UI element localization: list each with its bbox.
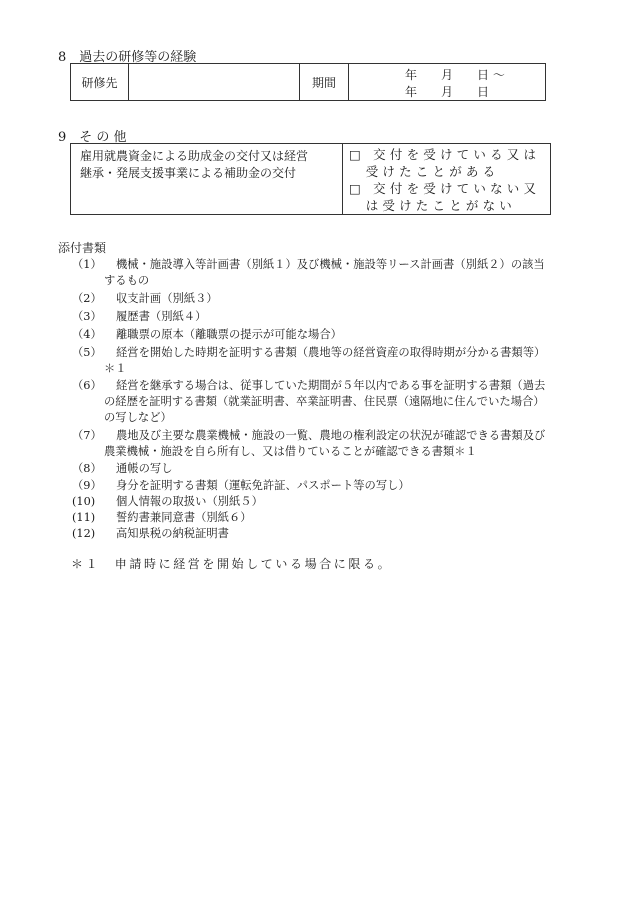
attachment-text: 機械・施設導入等計画書（別紙１）及び機械・施設等リース計画書（別紙２）の該当 — [116, 258, 545, 271]
attachment-text: ＊１ — [104, 362, 127, 375]
attachment-text: 身分を証明する書類（運転免許証、パスポート等の写し） — [116, 479, 410, 492]
period-label: 期間 — [300, 64, 349, 101]
subsidy-question — [71, 144, 343, 215]
training-table — [70, 63, 546, 101]
attachment-number: (12) — [72, 527, 96, 540]
attachment-number: （5） — [72, 346, 102, 359]
subsidy-options — [343, 144, 551, 215]
subsidy-question-line1: 雇用就農資金による助成金の交付又は経営 — [80, 149, 309, 163]
attachment-number: （3） — [72, 310, 102, 323]
attachment-text: 経営を開始した時期を証明する書類（農地等の経営資産の取得時期が分かる書類等） — [116, 346, 546, 359]
attachment-number: （1） — [72, 258, 102, 271]
period-to: 年 月 日 — [405, 85, 490, 99]
attachment-number: （2） — [72, 292, 102, 305]
attachment-text: の経歴を証明する書類（就業証明書、卒業証明書、住民票（遠隔地に住んでいた場合） — [104, 395, 545, 408]
attachment-number: (11) — [72, 511, 96, 524]
option-not-received-checkbox[interactable]: □ 交付を受けていない又 — [349, 181, 541, 196]
training-destination-label: 研修先 — [71, 64, 129, 101]
attachment-number: （4） — [72, 328, 102, 341]
subsidy-question-line2: 継承・発展支援事業による補助金の交付 — [80, 166, 297, 180]
attachment-text: 農地及び主要な農業機械・施設の一覧、農地の権利設定の状況が確認できる書類及び — [116, 429, 546, 442]
attachment-text: 個人情報の取扱い（別紙５） — [116, 495, 263, 508]
attachment-text: するもの — [104, 274, 150, 287]
attachment-text: 離職票の原本（離職票の提示が可能な場合） — [116, 328, 342, 341]
period-field[interactable] — [349, 64, 546, 101]
section9-title: 9 そ の 他 — [58, 130, 127, 145]
attachment-number: （8） — [72, 462, 102, 475]
attachment-text: 農業機械・施設を自ら所有し、又は借りていることが確認できる書類＊１ — [104, 445, 477, 458]
other-table — [70, 143, 551, 215]
attachment-text: 経営を継承する場合は、従事していた期間が５年以内である事を証明する書類（過去 — [116, 379, 546, 392]
attachment-text: 高知県税の納税証明書 — [116, 527, 229, 540]
footnote: ＊１ 申請時に経営を開始している場合に限る。 — [71, 557, 393, 571]
training-destination-field[interactable] — [129, 64, 300, 101]
attachments-title: 添付書類 — [58, 241, 107, 255]
attachment-text: の写しなど） — [104, 411, 172, 424]
attachment-number: （6） — [72, 379, 102, 392]
section8-title: 8 過去の研修等の経験 — [58, 50, 197, 65]
attachment-number: （7） — [72, 429, 102, 442]
period-from: 年 月 日 ～ — [405, 68, 505, 82]
attachment-text: 履歴書（別紙４） — [116, 310, 207, 323]
option-received-checkbox[interactable]: □ 交付を受けている又は — [349, 147, 541, 162]
attachment-number: (10) — [72, 495, 96, 508]
attachment-number: （9） — [72, 479, 102, 492]
option-received-text: 受けたことがある — [349, 164, 500, 179]
attachment-text: 誓約書兼同意書（別紙６） — [116, 511, 252, 524]
attachment-text: 通帳の写し — [116, 462, 173, 475]
attachment-text: 収支計画（別紙３） — [116, 292, 218, 305]
option-not-received-text: は受けたことがない — [349, 198, 517, 213]
